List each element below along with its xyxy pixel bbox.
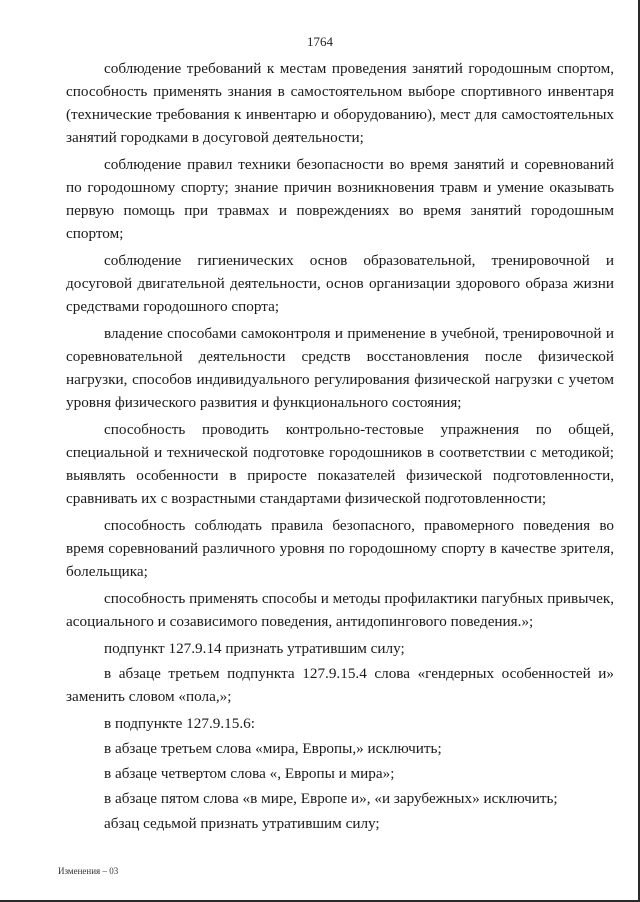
paragraph-hygiene: соблюдение гигиенических основ образовательной, тренировочной и досуговой двигательной деятельности, основ организации здорового образа жизни средствами городошного спорта;	[66, 252, 614, 315]
paragraph-equipment-requirements: соблюдение требований к местам проведения занятий городошным спортом, способность применять знания в самостоятельном выборе спортивного инвентаря (технические требования к инвентарю и оборудованию), мест для самостоятельных занятий городками в досуговой деятельности;	[66, 60, 614, 146]
paragraph-third-abzats: в абзаце третьем слова «мира, Европы,» исключить;	[104, 740, 442, 757]
paragraph-control-tests: способность проводить контрольно-тестовые упражнения по общей, специальной и технической подготовке городошников в соответствии с методикой; выявлять особенности в приросте показателей физической подготовленности, сравнивать их с возрастными стандартами физической подготовленности;	[66, 421, 614, 507]
paragraph-subclause-127-9-14: подпункт 127.9.14 признать утратившим силу;	[104, 640, 405, 657]
paragraph-seventh-abzats: абзац седьмой признать утратившим силу;	[104, 815, 380, 832]
paragraph-fifth-abzats: в абзаце пятом слова «в мире, Европе и», «и зарубежных» исключить;	[104, 790, 558, 807]
paragraph-subclause-127-9-15-4: в абзаце третьем подпункта 127.9.15.4 слова «гендерных особенностей и» заменить словом «пола,»;	[66, 665, 614, 705]
paragraph-fourth-abzats: в абзаце четвертом слова «, Европы и мира»;	[104, 765, 395, 782]
paragraph-safety-rules: соблюдение правил техники безопасности во время занятий и соревнований по городошному спорту; знание причин возникновения травм и умение оказывать первую помощь при травмах и повреждениях во время занятий городошным спортом;	[66, 156, 614, 242]
paragraph-prevention: способность применять способы и методы профилактики пагубных привычек, асоциального и созависимого поведения, антидопингового поведения.»;	[66, 590, 614, 630]
paragraph-safe-behavior: способность соблюдать правила безопасного, правомерного поведения во время соревнований различного уровня по городошному спорту в качестве зрителя, болельщика;	[66, 517, 614, 580]
document-body	[66, 57, 614, 837]
page-number: 1764	[307, 34, 333, 49]
footer-revision-note: Изменения – 03	[58, 866, 119, 876]
paragraph-self-control: владение способами самоконтроля и применение в учебной, тренировочной и соревновательной деятельности средств восстановления после физической нагрузки, способов индивидуального регулирования физической нагрузки с учетом уровня физического развития и функционального состояния;	[66, 325, 614, 411]
paragraph-subclause-127-9-15-6: в подпункте 127.9.15.6:	[104, 715, 255, 732]
